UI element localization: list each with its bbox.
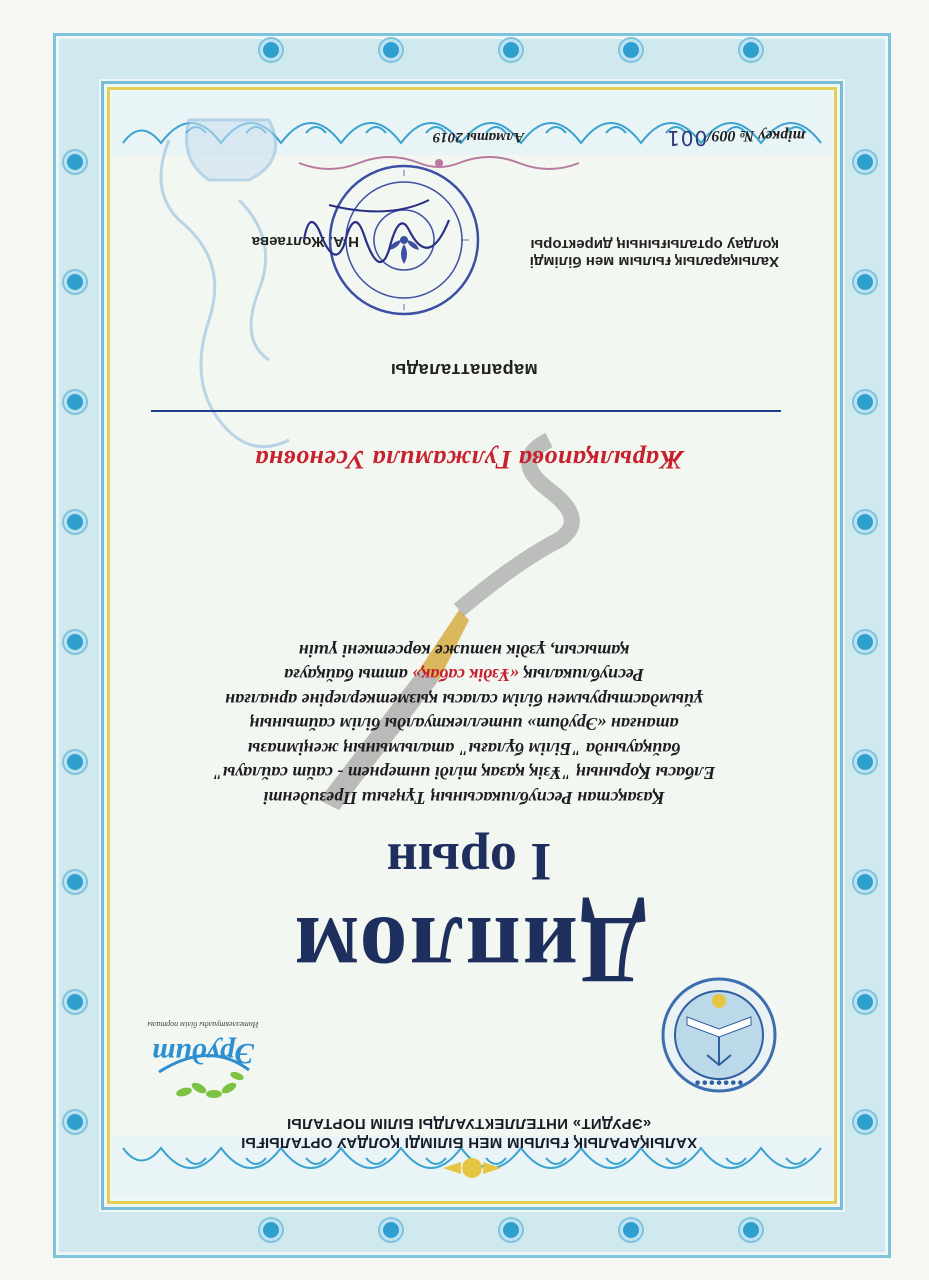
border-dot-icon [263,42,279,58]
director-title [449,236,779,270]
director-line-1: Халықаралық ғылым мен білімді [529,253,779,270]
header-line-2: «ЭРУДИТ» ИНТЕЛЛЕКТУАЛДЫ БІЛІМ ПОРТАЛЫ [286,1115,652,1132]
organization-header [129,1114,809,1152]
header-line-1: ХАЛЫҚАРАЛЫҚ ҒЫЛЫМ МЕН БІЛІМДІ ҚОЛДАУ ОРТАЛЫҒЫ [240,1134,698,1151]
body-line-5: ұйымдастыруымен білім саласы қызметкерлеріне арналған [225,690,703,710]
border-dot-icon [67,874,83,890]
border-dot-icon [623,1222,639,1238]
recipient-name: Жарылқапова Гулжамила Усеновна [254,445,684,474]
border-dot-icon [383,1222,399,1238]
award-description [169,639,759,811]
border-dot-icon [857,154,873,170]
border-dot-icon [743,42,759,58]
director-signature [299,180,459,290]
border-dot-icon [743,1222,759,1238]
border-dot-icon [67,514,83,530]
border-dot-icon [67,274,83,290]
diploma-title: Диплом [291,897,647,1004]
registration-number [666,126,805,150]
body-line-6-end: атты байқауға [284,665,413,686]
divider-ornament-icon [289,151,589,175]
place-label: I орын [386,832,552,892]
border-dot-icon [857,274,873,290]
recipient-underline [151,410,781,412]
body-line-4: атанған «Эрудит» интеллектуалды білім сайтының [249,714,679,735]
registration-handwritten-number: 001 [666,126,708,150]
border-dot-icon [383,42,399,58]
border-dot-icon [263,1222,279,1238]
border-dot-icon [857,994,873,1010]
body-line-3: байқауында "Білім бұлағы" аталымының жеңімпазы [247,739,681,759]
border-dot-icon [67,394,83,410]
border-dot-icon [67,754,83,770]
body-line-6-start: Республикалық [519,665,644,686]
director-line-2: қолдау орталығының директоры [530,236,779,253]
border-dot-icon [857,394,873,410]
director-name: Н.А. Жолтаева [251,233,359,250]
svg-text:Интеллектуалды білім порталы: Интеллектуалды білім порталы [147,1020,259,1029]
body-line-1: Қазақстан Республикасының Тұңғыш Президенті [263,788,665,808]
registration-label: тіркеу № 009/ [707,127,805,144]
body-line-2: Елбасы Қорының "Ұзіқ қазақ тілді интернет - сайт сайлауы" [212,763,716,784]
border-dot-icon [623,42,639,58]
body-line-6 [169,663,759,688]
border-dot-icon [503,1222,519,1238]
border-dot-icon [503,42,519,58]
border-dot-icon [67,634,83,650]
svg-text:● ● ● ● ● ● ●: ● ● ● ● ● ● ● [694,1079,744,1086]
border-dot-icon [857,1114,873,1130]
body-line-7: қатысып, ұздік нәтиже көрсеткені үшін [298,641,630,661]
awarded-label: марапатталады [390,360,538,380]
contest-name: «Ұздік сабақ» [412,665,520,686]
city-year: Алматы 2019 [432,129,524,145]
erudit-logo-icon [139,1000,269,1110]
border-dot-icon [857,754,873,770]
border-dot-icon [857,514,873,530]
border-dot-icon [857,634,873,650]
border-dot-icon [857,874,873,890]
border-dot-icon [67,1114,83,1130]
border-dot-icon [67,994,83,1010]
border-dot-icon [67,154,83,170]
svg-text:Эрудит: Эрудит [151,1037,255,1070]
